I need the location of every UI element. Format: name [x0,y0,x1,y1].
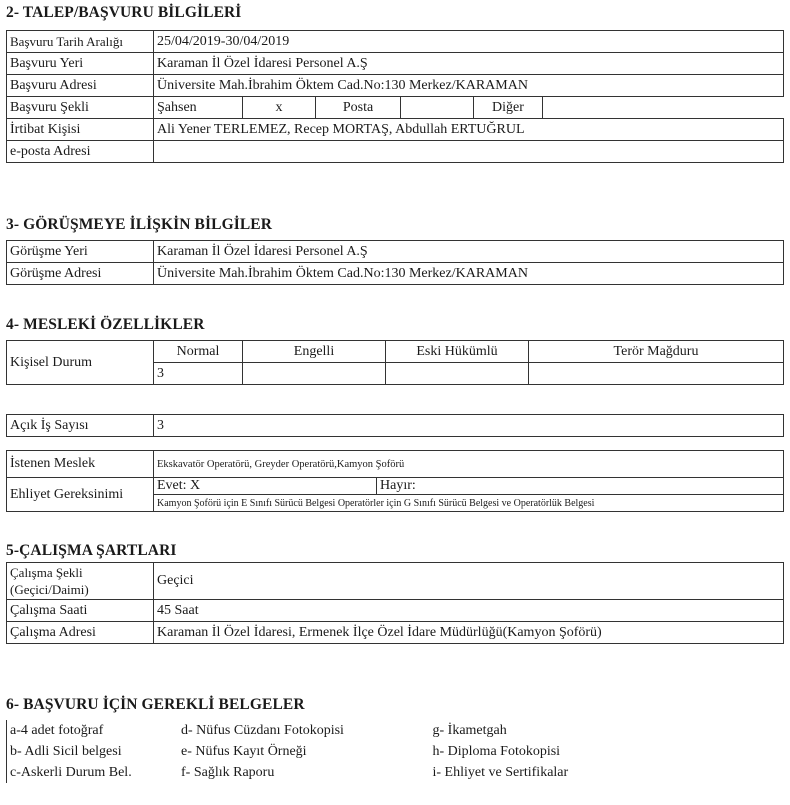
section-2-title: 2- TALEP/BAŞVURU BİLGİLERİ [6,4,242,21]
license-no: Hayır: [377,478,784,495]
section-6-title: 6- BAŞVURU İÇİN GEREKLİ BELGELER [6,696,305,713]
row-label: Çalışma Adresi [7,622,154,644]
document-item: c-Askerli Durum Bel. [10,764,132,780]
table-row [7,451,784,478]
row-label: İstenen Meslek [7,451,154,478]
table-row [7,415,784,437]
status-value-teror-magduru [529,363,784,385]
required-documents-list [6,720,784,783]
table-row [7,600,784,622]
document-item: i- Ehliyet ve Sertifikalar [432,764,569,780]
document-item: h- Diploma Fotokopisi [432,743,561,759]
list-item [7,741,785,762]
profession-table [6,450,784,512]
row-value: Ali Yener TERLEMEZ, Recep MORTAŞ, Abdullah ERTUĞRUL [154,119,784,141]
status-value-engelli [243,363,386,385]
document-item: d- Nüfus Cüzdanı Fotokopisi [181,722,344,738]
method-posta: Posta [316,97,401,119]
table-row [7,263,784,285]
table-row [7,622,784,644]
table-row [7,341,784,363]
status-header-engelli: Engelli [243,341,386,363]
method-diger-mark [543,97,784,119]
open-positions-table [6,414,784,437]
status-header-teror-magduru: Terör Mağduru [529,341,784,363]
section-4-title: 4- MESLEKİ ÖZELLİKLER [6,316,205,333]
personal-status-table [6,340,784,385]
row-value [154,141,784,163]
row-label: Çalışma Saati [7,600,154,622]
table-row [7,53,784,75]
table-row [7,97,784,119]
row-label: Açık İş Sayısı [7,415,154,437]
status-value-eski-hukumlu [386,363,529,385]
work-conditions-table [6,562,784,644]
row-value: Karaman İl Özel İdaresi, Ermenek İlçe Özel İdare Müdürlüğü(Kamyon Şoförü) [154,622,784,644]
table-row [7,31,784,53]
document-item: a-4 adet fotoğraf [10,722,104,738]
row-label: Başvuru Yeri [7,53,154,75]
row-label: Görüşme Adresi [7,263,154,285]
document-item: b- Adli Sicil belgesi [10,743,122,759]
row-label: Ehliyet Gereksinimi [7,478,154,512]
row-label: Kişisel Durum [7,341,154,385]
status-header-normal: Normal [154,341,243,363]
row-value: Ekskavatör Operatörü, Greyder Operatörü,Kamyon Şoförü [154,451,784,478]
method-sahsen: Şahsen [154,97,243,119]
status-value-normal: 3 [154,363,243,385]
row-value: Üniversite Mah.İbrahim Öktem Cad.No:130 Merkez/KARAMAN [154,263,784,285]
row-value: Üniversite Mah.İbrahim Öktem Cad.No:130 Merkez/KARAMAN [154,75,784,97]
row-label: Çalışma Şekli (Geçici/Daimi) [7,563,154,600]
application-info-table [6,30,784,163]
document-item: f- Sağlık Raporu [181,764,275,780]
row-label: Başvuru Adresi [7,75,154,97]
method-posta-mark [401,97,474,119]
table-row [7,141,784,163]
interview-info-table [6,240,784,285]
table-row [7,75,784,97]
table-row [7,478,784,495]
row-value: 3 [154,415,784,437]
row-label: Başvuru Tarih Aralığı [7,31,154,53]
table-row [7,119,784,141]
method-sahsen-mark: x [243,97,316,119]
section-5-title: 5-ÇALIŞMA ŞARTLARI [6,542,177,559]
row-label: Görüşme Yeri [7,241,154,263]
row-value: Karaman İl Özel İdaresi Personel A.Ş [154,53,784,75]
license-yes: Evet: X [154,478,377,495]
row-value: 25/04/2019-30/04/2019 [154,31,784,53]
status-header-eski-hukumlu: Eski Hükümlü [386,341,529,363]
method-diger: Diğer [474,97,543,119]
row-value: Karaman İl Özel İdaresi Personel A.Ş [154,241,784,263]
license-note: Kamyon Şoförü için E Sınıfı Sürücü Belgesi Operatörler için G Sınıfı Sürücü Belgesi ve Operatörlük Belgesi [154,495,784,512]
table-row [7,241,784,263]
section-3-title: 3- GÖRÜŞMEYE İLİŞKİN BİLGİLER [6,216,273,233]
list-item [7,762,785,783]
row-label: İrtibat Kişisi [7,119,154,141]
table-row [7,563,784,600]
row-value: 45 Saat [154,600,784,622]
row-value: Geçici [154,563,784,600]
list-item [7,720,785,741]
row-label: Başvuru Şekli [7,97,154,119]
document-item: g- İkametgah [432,722,507,738]
document-item: e- Nüfus Kayıt Örneği [181,743,307,759]
row-label: e-posta Adresi [7,141,154,163]
